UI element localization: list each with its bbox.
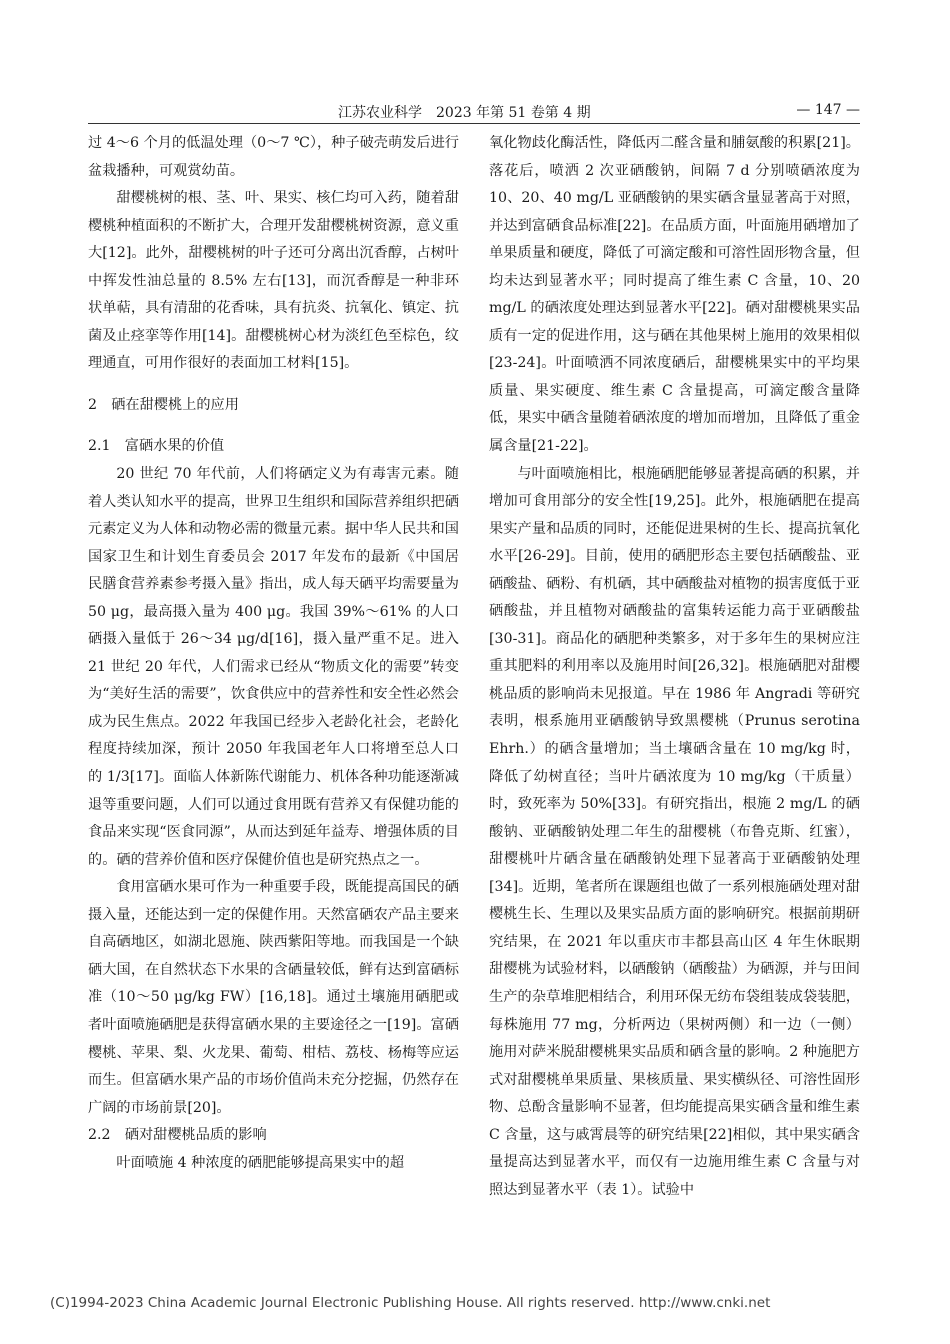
paragraph: 叶面喷施 4 种浓度的硒肥能够提高果实中的超 — [116, 1154, 405, 1171]
left-column — [88, 130, 459, 1177]
paragraph: 过 4～6 个月的低温处理（0～7 ℃），种子破壳萌发后进行盆栽播种，可观赏幼苗。 — [88, 135, 459, 179]
header-rule — [88, 123, 860, 124]
section-heading: 2 硒在甜樱桃上的应用 — [88, 396, 239, 413]
copyright-footer: (C)1994-2023 China Academic Journal Electronic Publishing House. All rights reserved. http://www.cnki.net — [50, 1295, 771, 1311]
paragraph: 20 世纪 70 年代前，人们将硒定义为有毒害元素。随着人类认知水平的提高，世界卫生组织和国际营养组织把硒元素定义为人体和动物必需的微量元素。据中华人民共和国国家卫生和计划生育委员会 2017 年发布的最新《中国居民膳食营养素参考摄入量》指出，成人每天硒平均需要量为 50 μg，最高摄入量为 400 μg。我国 39%～61% 的人口硒摄入量低于 26～34 μg/d[16]，摄入量严重不足。进入 21 世纪 20 年代，人们需求已经从“物质文化的需要”转变为“美好生活的需要”，饮食供应中的营养性和安全性必然会成为民生焦点。2022 年我国已经步入老龄化社会，老龄化程度持续加深，预计 2050 年我国老年人口将增至总人口的 1/3[17]。面临人体新陈代谢能力、机体各种功能逐渐减退等重要问题，人们可以通过食用既有营养又有保健功能的食品来实现“医食同源”，从而达到延年益寿、增强体质的目的。硒的营养价值和医疗保健价值也是研究热点之一。 — [88, 466, 459, 868]
page-number: — 147 — — [796, 102, 860, 118]
subsection-heading: 2.2 硒对甜樱桃品质的影响 — [88, 1127, 267, 1144]
page-header — [88, 102, 860, 124]
paragraph: 食用富硒水果可作为一种重要手段，既能提高国民的硒摄入量，还能达到一定的保健作用。天然富硒农产品主要来自高硒地区，如湖北恩施、陕西紫阳等地。而我国是一个缺硒大国，在自然状态下水果的含硒量较低，鲜有达到富硒标准（10～50 μg/kg FW）[16,18]。通过土壤施用硒肥或者叶面喷施硒肥是获得富硒水果的主要途径之一[19]。富硒樱桃、苹果、梨、火龙果、葡萄、柑桔、荔枝、杨梅等应运而生。但富硒水果产品的市场价值尚未充分挖掘，仍然存在广阔的市场前景[20]。 — [88, 879, 459, 1116]
paragraph: 与叶面喷施相比，根施硒肥能够显著提高硒的积累，并增加可食用部分的安全性[19,25]。此外，根施硒肥在提高果实产量和品质的同时，还能促进果树的生长、提高抗氧化水平[26-29]。目前，使用的硒肥形态主要包括硒酸盐、亚硒酸盐、硒粉、有机硒，其中硒酸盐对植物的损害度低于亚硒酸盐，并且植物对硒酸盐的富集转运能力高于亚硒酸盐[30-31]。商品化的硒肥种类繁多，对于多年生的果树应注重其肥料的利用率以及施用时间[26,32]。根施硒肥对甜樱桃品质的影响尚未见报道。早在 1986 年 Angradi 等研究表明，根系施用亚硒酸钠导致黑樱桃（Prunus serotina Ehrh.）的硒含量增加；当土壤硒含量在 10 mg/kg 时，降低了幼树直径；当叶片硒浓度为 10 mg/kg（干质量）时，致死率为 50%[33]。有研究指出，根施 2 mg/L 的硒酸钠、亚硒酸钠处理二年生的甜樱桃（布鲁克斯、红蜜），甜樱桃叶片硒含量在硒酸钠处理下显著高于亚硒酸钠处理[34]。近期，笔者所在课题组也做了一系列根施硒处理对甜樱桃生长、生理以及果实品质方面的影响研究。根据前期研究结果，在 2021 年以重庆市丰都县高山区 4 年生休眠期甜樱桃为试验材料，以硒酸钠（硒酸盐）为硒源，并与田间生产的杂草堆肥相结合，利用环保无纺布袋组装成袋装肥，每株施用 77 mg，分析两边（果树两侧）和一边（一侧）施用对萨米脱甜樱桃果实品质和硒含量的影响。2 种施肥方式对甜樱桃单果质量、果核质量、果实横纵径、可溶性固形物、总酚含量影响不显著，但均能提高果实硒含量和维生素 C 含量，这与戚霄晨等的研究结果[22]相似，其中果实硒含量提高达到显著水平，而仅有一边施用维生素 C 含量与对照达到显著水平（表 1）。试验中 — [489, 465, 860, 1198]
subsection-heading: 2.1 富硒水果的价值 — [88, 438, 225, 455]
right-column — [489, 130, 860, 1204]
journal-title: 江苏农业科学 2023 年第 51 卷第 4 期 — [338, 105, 591, 121]
paragraph: 氧化物歧化酶活性，降低丙二醛含量和脯氨酸的积累[21]。落花后，喷洒 2 次亚硒酸钠，间隔 7 d 分别喷硒浓度为 10、20、40 mg/L 亚硒酸钠的果实硒含量显著高于对照，并达到富硒食品标准[22]。在品质方面，叶面施用硒增加了单果质量和硬度，降低了可滴定酸和可溶性固形物含量，但均未达到显著水平；同时提高了维生素 C 含量，10、20 mg/L 的硒浓度处理达到显著水平[22]。硒对甜樱桃果实品质有一定的促进作用，这与硒在其他果树上施用的效果相似[23-24]。叶面喷洒不同浓度硒后，甜樱桃果实中的平均果质量、果实硬度、维生素 C 含量提高，可滴定酸含量降低，果实中硒含量随着硒浓度的增加而增加，且降低了重金属含量[21-22]。 — [489, 135, 860, 455]
paragraph: 甜樱桃树的根、茎、叶、果实、核仁均可入药，随着甜樱桃种植面积的不断扩大，合理开发甜樱桃树资源，意义重大[12]。此外，甜樱桃树的叶子还可分离出沉香醇，占树叶中挥发性油总量的 8.5% 左右[13]，而沉香醇是一种非环状单萜，具有清甜的花香味，具有抗炎、抗氧化、镇定、抗菌及止痉挛等作用[14]。甜樱桃树心材为淡红色至棕色，纹理通直，可用作很好的表面加工材料[15]。 — [88, 190, 459, 372]
